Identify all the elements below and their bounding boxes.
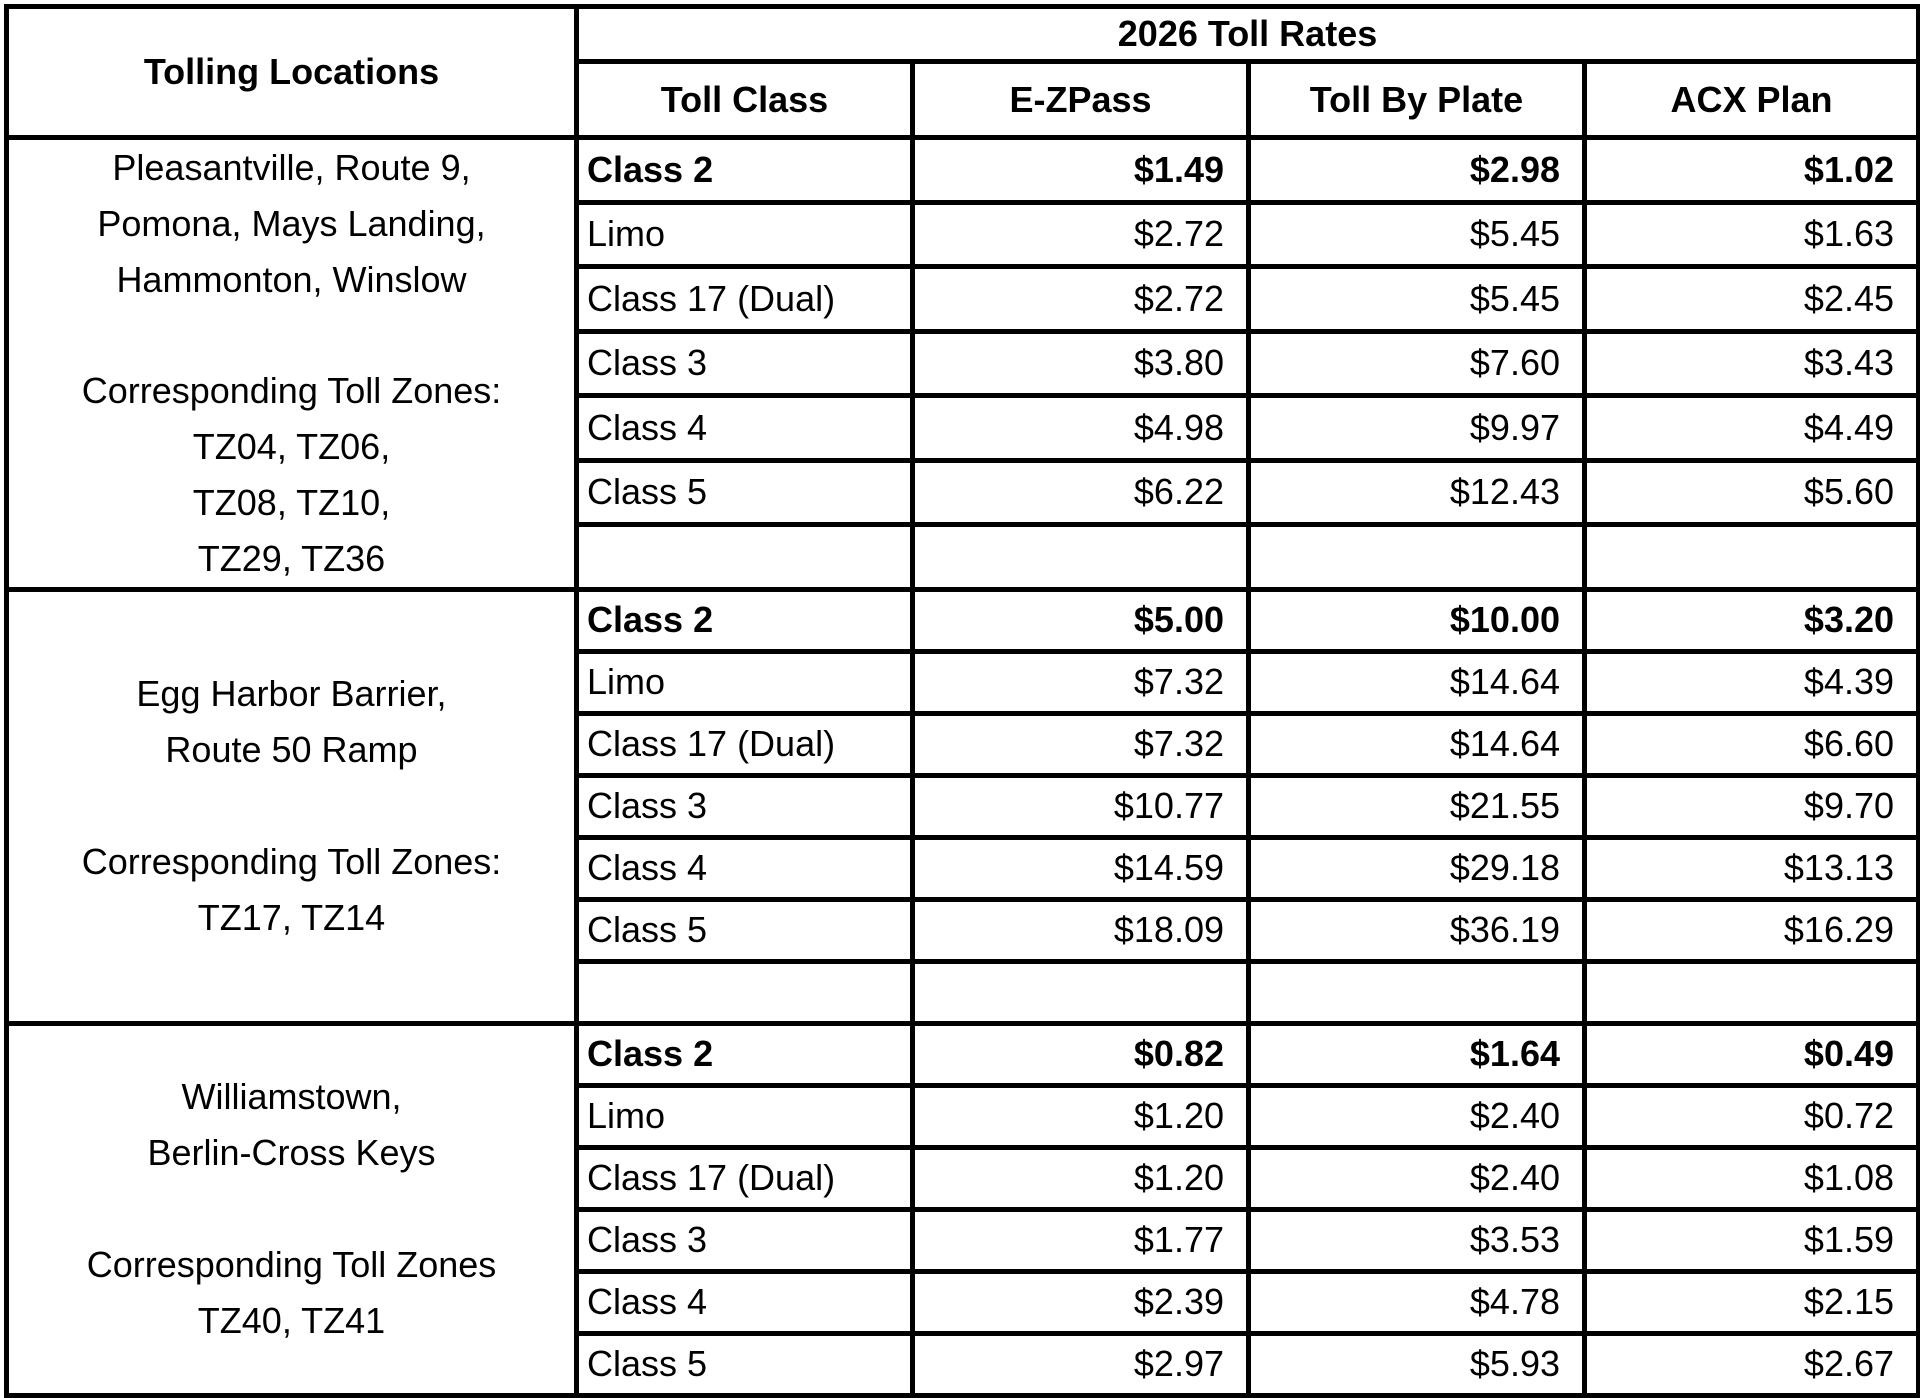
toll-by-plate-rate-cell: $14.64 xyxy=(1249,651,1585,713)
ezpass-rate-cell: $6.22 xyxy=(913,460,1249,525)
empty-cell xyxy=(1585,961,1919,1023)
acx-plan-rate-cell: $4.49 xyxy=(1585,396,1919,461)
ezpass-rate-cell: $2.39 xyxy=(913,1271,1249,1333)
ezpass-rate-cell: $3.80 xyxy=(913,331,1249,396)
toll-by-plate-rate-cell: $14.64 xyxy=(1249,713,1585,775)
toll-class-cell: Class 17 (Dual) xyxy=(577,713,913,775)
toll-by-plate-rate-cell: $2.40 xyxy=(1249,1147,1585,1209)
toll-by-plate-rate-cell: $5.45 xyxy=(1249,202,1585,267)
toll-class-cell: Limo xyxy=(577,202,913,267)
acx-plan-rate-cell: $16.29 xyxy=(1585,899,1919,961)
ezpass-rate-cell: $4.98 xyxy=(913,396,1249,461)
toll-zone-list: TZ04, TZ06, xyxy=(192,426,391,468)
ezpass-rate-cell: $2.72 xyxy=(913,267,1249,332)
tolling-location-cell xyxy=(7,589,577,1023)
header-row-top xyxy=(7,7,1919,62)
empty-cell xyxy=(913,961,1249,1023)
location-name: Pleasantville, Route 9, xyxy=(112,147,471,188)
location-name: Berlin-Cross Keys xyxy=(147,1132,436,1174)
acx-plan-rate-cell: $3.20 xyxy=(1585,589,1919,651)
toll-zone-list: TZ40, TZ41 xyxy=(197,1299,386,1341)
empty-cell xyxy=(577,525,913,590)
ezpass-rate-cell: $2.72 xyxy=(913,202,1249,267)
empty-cell xyxy=(913,525,1249,590)
acx-plan-rate-cell: $4.39 xyxy=(1585,651,1919,713)
ezpass-rate-cell: $1.20 xyxy=(913,1147,1249,1209)
acx-plan-rate-cell: $1.59 xyxy=(1585,1209,1919,1271)
toll-by-plate-rate-cell: $21.55 xyxy=(1249,775,1585,837)
toll-class-cell: Class 2 xyxy=(577,138,913,203)
table-row xyxy=(7,589,1919,651)
toll-by-plate-rate-cell: $9.97 xyxy=(1249,396,1585,461)
toll-class-cell: Class 4 xyxy=(577,837,913,899)
table-body xyxy=(7,138,1919,1396)
location-name: Route 50 Ramp xyxy=(165,729,418,771)
empty-cell xyxy=(1585,525,1919,590)
toll-class-cell: Class 4 xyxy=(577,1271,913,1333)
toll-by-plate-header: Toll By Plate xyxy=(1249,62,1585,138)
ezpass-rate-cell: $1.77 xyxy=(913,1209,1249,1271)
empty-cell xyxy=(1249,525,1585,590)
toll-by-plate-rate-cell: $4.78 xyxy=(1249,1271,1585,1333)
acx-plan-header: ACX Plan xyxy=(1585,62,1919,138)
empty-cell xyxy=(1249,961,1585,1023)
acx-plan-rate-cell: $1.63 xyxy=(1585,202,1919,267)
toll-by-plate-rate-cell: $3.53 xyxy=(1249,1209,1585,1271)
toll-class-cell: Limo xyxy=(577,1085,913,1147)
toll-zones-label: Corresponding Toll Zones: xyxy=(81,370,502,412)
toll-class-cell: Class 17 (Dual) xyxy=(577,267,913,332)
ezpass-rate-cell: $1.20 xyxy=(913,1085,1249,1147)
acx-plan-rate-cell: $2.67 xyxy=(1585,1333,1919,1395)
table-row xyxy=(7,1023,1919,1085)
location-name: Egg Harbor Barrier, xyxy=(136,673,447,715)
location-spacer xyxy=(31,778,552,834)
acx-plan-rate-cell: $1.02 xyxy=(1585,138,1919,203)
acx-plan-rate-cell: $13.13 xyxy=(1585,837,1919,899)
toll-class-cell: Class 5 xyxy=(577,460,913,525)
location-name: Hammonton, Winslow xyxy=(116,258,467,300)
toll-by-plate-rate-cell: $29.18 xyxy=(1249,837,1585,899)
toll-zones-label: Corresponding Toll Zones xyxy=(86,1244,497,1286)
toll-by-plate-rate-cell: $2.40 xyxy=(1249,1085,1585,1147)
ezpass-rate-cell: $1.49 xyxy=(913,138,1249,203)
empty-cell xyxy=(577,961,913,1023)
toll-zone-list: TZ17, TZ14 xyxy=(197,896,386,938)
location-spacer xyxy=(31,307,552,363)
ezpass-rate-cell: $18.09 xyxy=(913,899,1249,961)
ezpass-rate-cell: $0.82 xyxy=(913,1023,1249,1085)
toll-class-cell: Class 5 xyxy=(577,899,913,961)
location-name: Pomona, Mays Landing, xyxy=(97,202,486,244)
toll-class-cell: Class 2 xyxy=(577,1023,913,1085)
acx-plan-rate-cell: $3.43 xyxy=(1585,331,1919,396)
table-row xyxy=(7,138,1919,203)
tolling-locations-header: Tolling Locations xyxy=(7,7,577,138)
toll-by-plate-rate-cell: $12.43 xyxy=(1249,460,1585,525)
toll-by-plate-rate-cell: $36.19 xyxy=(1249,899,1585,961)
toll-by-plate-rate-cell: $5.93 xyxy=(1249,1333,1585,1395)
toll-class-cell: Class 3 xyxy=(577,331,913,396)
toll-class-header: Toll Class xyxy=(577,62,913,138)
toll-class-cell: Class 17 (Dual) xyxy=(577,1147,913,1209)
toll-class-cell: Class 4 xyxy=(577,396,913,461)
ezpass-rate-cell: $14.59 xyxy=(913,837,1249,899)
toll-by-plate-rate-cell: $5.45 xyxy=(1249,267,1585,332)
ezpass-rate-cell: $7.32 xyxy=(913,713,1249,775)
toll-class-cell: Limo xyxy=(577,651,913,713)
acx-plan-rate-cell: $0.49 xyxy=(1585,1023,1919,1085)
toll-by-plate-rate-cell: $2.98 xyxy=(1249,138,1585,203)
toll-by-plate-rate-cell: $7.60 xyxy=(1249,331,1585,396)
toll-by-plate-rate-cell: $1.64 xyxy=(1249,1023,1585,1085)
toll-class-cell: Class 3 xyxy=(577,1209,913,1271)
location-spacer xyxy=(31,1181,552,1237)
acx-plan-rate-cell: $9.70 xyxy=(1585,775,1919,837)
ezpass-rate-cell: $2.97 xyxy=(913,1333,1249,1395)
location-name: Williamstown, xyxy=(181,1076,402,1118)
toll-by-plate-rate-cell: $10.00 xyxy=(1249,589,1585,651)
ezpass-rate-cell: $7.32 xyxy=(913,651,1249,713)
toll-class-cell: Class 5 xyxy=(577,1333,913,1395)
toll-class-cell: Class 3 xyxy=(577,775,913,837)
tolling-location-cell xyxy=(7,138,577,590)
acx-plan-rate-cell: $0.72 xyxy=(1585,1085,1919,1147)
toll-rates-table xyxy=(4,4,1920,1398)
acx-plan-rate-cell: $1.08 xyxy=(1585,1147,1919,1209)
tolling-location-cell xyxy=(7,1023,577,1395)
toll-zone-list: TZ08, TZ10, xyxy=(192,481,391,523)
ezpass-rate-cell: $10.77 xyxy=(913,775,1249,837)
toll-zone-list: TZ29, TZ36 xyxy=(197,537,386,579)
acx-plan-rate-cell: $2.15 xyxy=(1585,1271,1919,1333)
ezpass-rate-cell: $5.00 xyxy=(913,589,1249,651)
acx-plan-rate-cell: $2.45 xyxy=(1585,267,1919,332)
ezpass-header: E-ZPass xyxy=(913,62,1249,138)
toll-rates-title: 2026 Toll Rates xyxy=(577,7,1919,62)
acx-plan-rate-cell: $5.60 xyxy=(1585,460,1919,525)
acx-plan-rate-cell: $6.60 xyxy=(1585,713,1919,775)
toll-zones-label: Corresponding Toll Zones: xyxy=(81,841,502,883)
toll-class-cell: Class 2 xyxy=(577,589,913,651)
